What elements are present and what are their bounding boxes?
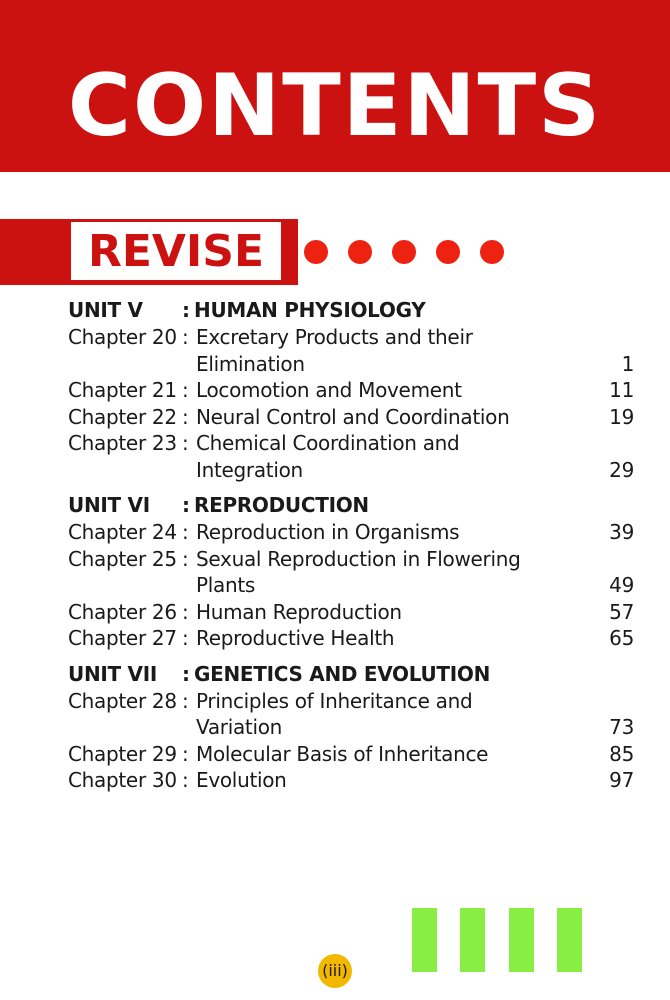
chapter-label: Chapter 22 <box>68 404 177 429</box>
chapter-label: Chapter 20 <box>68 325 177 349</box>
chapter-title: Reproduction in Organisms <box>196 520 460 544</box>
chapter-title: Neural Control and Coordination <box>196 404 510 429</box>
decorative-bar <box>460 908 485 972</box>
chapter-separator: : <box>182 546 189 571</box>
unit-label: UNIT VI <box>68 493 150 517</box>
chapter-separator: : <box>182 741 189 766</box>
chapter-separator: : <box>182 431 189 455</box>
chapter-page-number: 49 <box>609 573 634 597</box>
chapter-separator: : <box>182 688 189 713</box>
chapter-page-number: 11 <box>609 378 634 402</box>
chapter-page-number: 29 <box>609 457 634 482</box>
decorative-dot-icon <box>304 240 328 264</box>
decorative-dot-icon <box>480 240 504 264</box>
unit-title: GENETICS AND EVOLUTION <box>194 661 491 686</box>
chapter-label: Chapter 27 <box>68 626 177 650</box>
chapter-entry[interactable] <box>68 688 634 741</box>
unit-heading <box>68 660 634 688</box>
chapter-separator: : <box>182 599 189 624</box>
chapter-title: Locomotion and Movement <box>196 378 462 402</box>
section-label: REVISE <box>87 226 265 277</box>
chapter-title: Molecular Basis of Inheritance <box>196 741 489 766</box>
chapter-entry[interactable] <box>68 324 634 377</box>
unit-separator: : <box>182 661 190 686</box>
chapter-label: Chapter 30 <box>68 768 177 792</box>
chapter-page-number: 85 <box>609 741 634 766</box>
unit-separator: : <box>182 298 190 322</box>
chapter-title: Sexual Reproduction in Flowering Plants <box>196 546 521 597</box>
chapter-separator: : <box>182 404 189 429</box>
chapter-entry[interactable] <box>68 767 634 794</box>
chapter-label: Chapter 29 <box>68 741 177 766</box>
unit-heading <box>68 296 634 324</box>
decorative-dot-icon <box>348 240 372 264</box>
unit-title: HUMAN PHYSIOLOGY <box>194 298 426 322</box>
chapter-label: Chapter 28 <box>68 688 177 713</box>
chapter-entry[interactable] <box>68 404 634 431</box>
decorative-bar <box>412 908 437 972</box>
unit-label: UNIT VII <box>68 661 157 686</box>
unit-title: REPRODUCTION <box>194 493 369 517</box>
chapter-label: Chapter 21 <box>68 378 177 402</box>
chapter-title: Principles of Inheritance and Variation <box>196 688 473 739</box>
table-of-contents <box>68 296 634 794</box>
chapter-label: Chapter 25 <box>68 546 177 571</box>
chapter-label: Chapter 26 <box>68 599 177 624</box>
chapter-label: Chapter 23 <box>68 431 177 455</box>
chapter-separator: : <box>182 768 189 792</box>
decorative-dot-icon <box>436 240 460 264</box>
chapter-entry[interactable] <box>68 546 634 599</box>
unit-label: UNIT V <box>68 298 143 322</box>
chapter-entry[interactable] <box>68 625 634 652</box>
chapter-entry[interactable] <box>68 377 634 404</box>
chapter-page-number: 39 <box>609 520 634 544</box>
chapter-separator: : <box>182 626 189 650</box>
chapter-separator: : <box>182 325 189 349</box>
chapter-page-number: 97 <box>609 768 634 792</box>
chapter-separator: : <box>182 378 189 402</box>
page-number-badge: (iii) <box>318 954 352 988</box>
chapter-label: Chapter 24 <box>68 520 177 544</box>
chapter-title: Human Reproduction <box>196 599 402 624</box>
chapter-separator: : <box>182 520 189 544</box>
chapter-page-number: 19 <box>609 404 634 429</box>
unit-separator: : <box>182 493 190 517</box>
section-label-box <box>68 219 284 283</box>
decorative-bar <box>557 908 582 972</box>
chapter-page-number: 1 <box>621 351 634 376</box>
chapter-title: Reproductive Health <box>196 626 395 650</box>
chapter-entry[interactable] <box>68 741 634 768</box>
chapter-title: Chemical Coordination and Integration <box>196 431 460 482</box>
chapter-page-number: 73 <box>609 715 634 739</box>
unit-heading <box>68 491 634 519</box>
chapter-page-number: 65 <box>609 626 634 650</box>
chapter-entry[interactable] <box>68 519 634 546</box>
chapter-page-number: 57 <box>609 599 634 624</box>
chapter-title: Excretary Products and their Elimination <box>196 325 473 376</box>
decorative-bar <box>509 908 534 972</box>
decorative-dot-icon <box>392 240 416 264</box>
chapter-entry[interactable] <box>68 599 634 626</box>
page-title: CONTENTS <box>67 56 603 156</box>
chapter-title: Evolution <box>196 768 287 792</box>
chapter-entry[interactable] <box>68 430 634 483</box>
